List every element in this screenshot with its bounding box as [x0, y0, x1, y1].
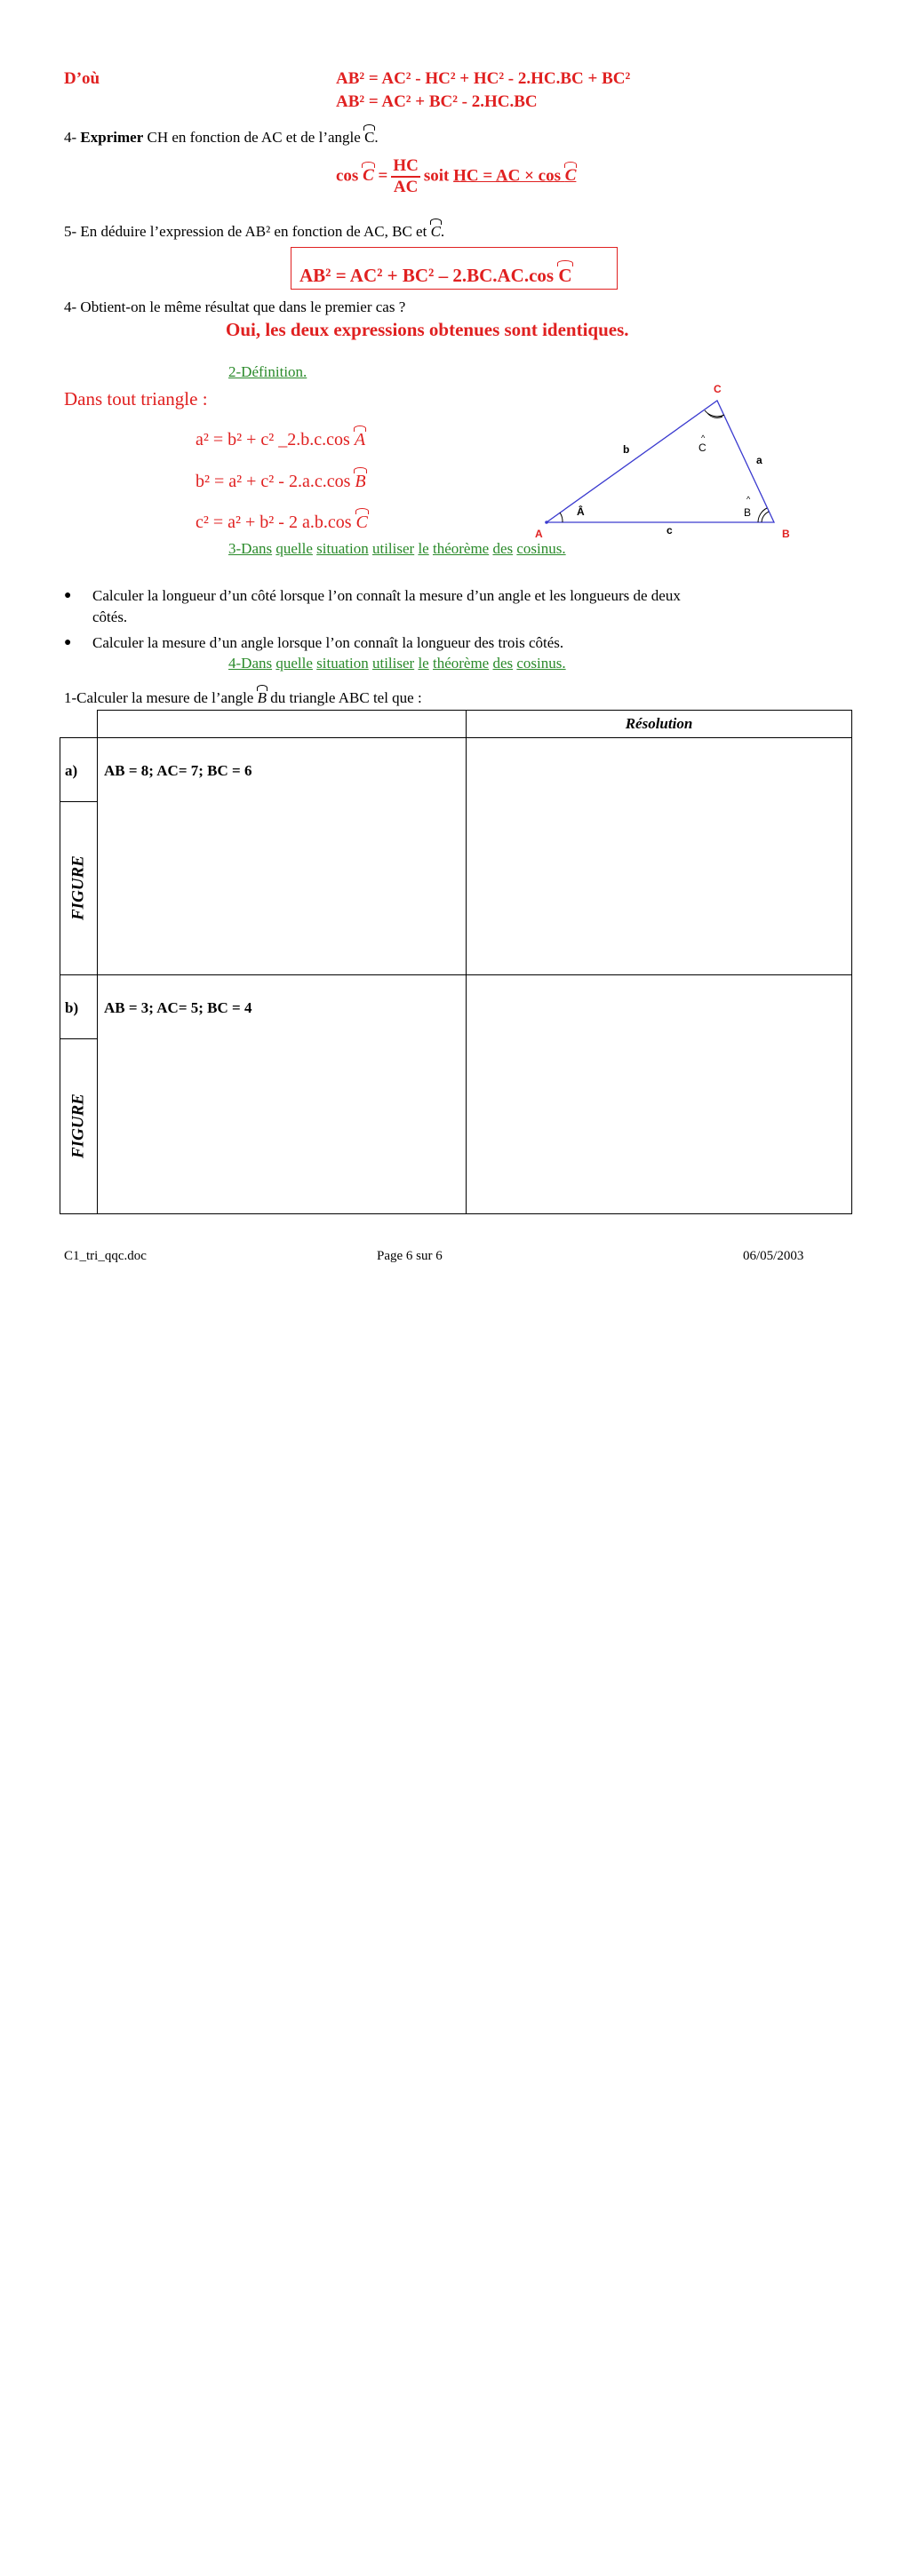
- row-b-figure-label: FIGURE: [68, 1093, 88, 1159]
- answer-4b: Oui, les deux expressions obtenues sont identiques.: [226, 319, 629, 340]
- bullet-dot: ●: [64, 636, 72, 649]
- row-b-figure-cell: [60, 1039, 98, 1214]
- row-a-resolution-area[interactable]: [467, 738, 852, 975]
- definition-heading[interactable]: 2-Définition.: [228, 363, 307, 380]
- footer-page: Page 6 sur 6: [377, 1249, 443, 1263]
- angle-c-label: C: [698, 441, 706, 454]
- angle-b-hat: ^: [746, 495, 751, 504]
- section-4-heading[interactable]: 4-Dans quelle situation utiliser le théorème des cosinus.: [228, 655, 566, 672]
- side-c-label: c: [667, 524, 673, 537]
- angle-b-label: B: [744, 506, 752, 519]
- vertex-a-label: A: [535, 528, 543, 540]
- row-b-label: b): [60, 975, 98, 1039]
- row-a-label: a): [60, 738, 98, 802]
- vertex-a-dot: [545, 521, 548, 524]
- footer-file: C1_tri_qqc.doc: [64, 1249, 147, 1263]
- empty-header-cell: [98, 711, 467, 738]
- vertex-c-label: C: [714, 383, 722, 395]
- side-a-label: a: [756, 454, 762, 466]
- bullet-2-line-1: Calculer la mesure d’un angle lorsque l’on connaît la longueur des trois côtés.: [92, 634, 564, 651]
- side-b-label: b: [623, 443, 630, 456]
- row-b-data: AB = 3; AC= 5; BC = 4: [98, 975, 467, 1214]
- resolution-header: Résolution: [467, 711, 852, 738]
- triangle-figure: [529, 378, 804, 542]
- angle-b-arc-2: [762, 512, 769, 522]
- formula-b: b² = a² + c² - 2.a.c.cos B: [196, 472, 366, 491]
- bullet-dot: ●: [64, 589, 72, 602]
- resolution-table: [60, 710, 852, 1214]
- row-a-data: AB = 8; AC= 7; BC = 6: [98, 738, 467, 975]
- equation-2: AB² = AC² + BC² - 2.HC.BC: [336, 92, 538, 111]
- cos-formula: cos C = $\frac{HC}{AC}$ soit HC = AC × cos C: [336, 156, 577, 196]
- empty-header-cell: [60, 711, 98, 738]
- angle-b-arc-1: [758, 508, 767, 522]
- boxed-formula: AB² = AC² + BC² – 2.BC.AC.cos C: [299, 265, 572, 286]
- exercise-prompt: 1-Calculer la mesure de l’angle B du triangle ABC tel que :: [64, 689, 422, 706]
- bullet-1-line-2: côtés.: [92, 608, 128, 625]
- dou-label: D’où: [64, 69, 100, 88]
- angle-a-arc: [560, 513, 563, 522]
- angle-c-hat: C: [364, 129, 375, 146]
- row-a-figure-cell: [60, 802, 98, 975]
- question-5: 5- En déduire l’expression de AB² en fonction de AC, BC et C.: [64, 223, 445, 240]
- question-4b: 4- Obtient-on le même résultat que dans le premier cas ?: [64, 298, 406, 315]
- angle-c-arc-2: [707, 413, 722, 417]
- formula-a: a² = b² + c² _2.b.c.cos A: [196, 430, 366, 449]
- row-b-resolution-area[interactable]: [467, 975, 852, 1214]
- row-a-figure-label: FIGURE: [68, 855, 88, 921]
- vertex-b-label: B: [782, 528, 790, 540]
- angle-c-hat: ^: [701, 433, 706, 442]
- footer-date: 06/05/2003: [743, 1249, 804, 1263]
- definition-intro: Dans tout triangle :: [64, 388, 208, 409]
- bullet-1-line-1: Calculer la longueur d’un côté lorsque l’on connaît la mesure d’un angle et les longueurs de deux: [92, 587, 681, 604]
- equation-1: AB² = AC² - HC² + HC² - 2.HC.BC + BC²: [336, 69, 631, 88]
- question-4: 4- Exprimer CH en fonction de AC et de l’angle C.: [64, 129, 379, 146]
- triangle-sides: [547, 401, 774, 522]
- formula-c: c² = a² + b² - 2 a.b.cos C: [196, 513, 368, 532]
- section-3-heading[interactable]: 3-Dans quelle situation utiliser le théorème des cosinus.: [228, 540, 566, 557]
- angle-a-label: Â: [577, 505, 585, 518]
